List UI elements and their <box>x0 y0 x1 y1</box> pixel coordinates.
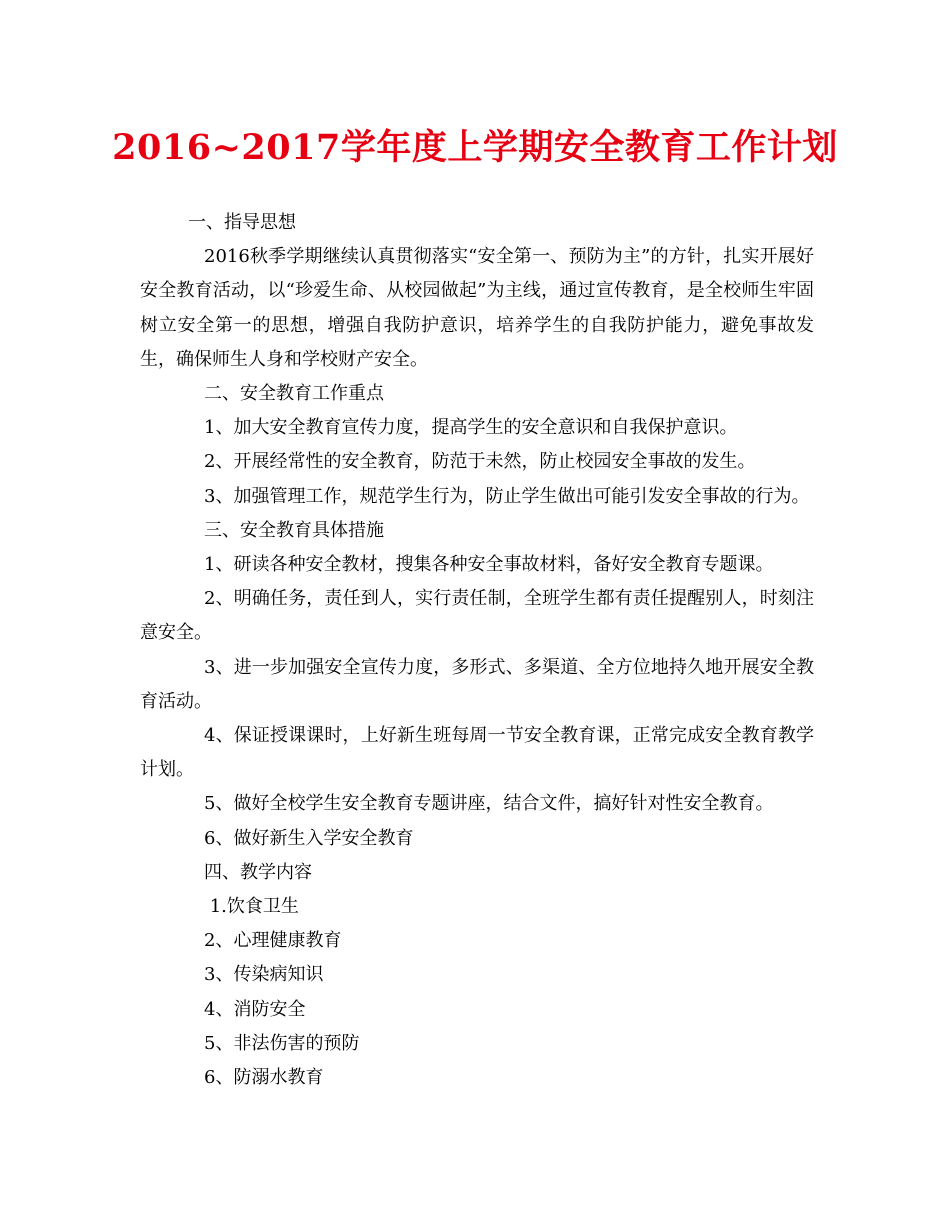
paragraph-guiding-thought: 2016秋季学期继续认真贯彻落实“安全第一、预防为主”的方针，扎实开展好安全教育活动，以“珍爱生命、从校园做起”为主线，通过宣传教育，是全校师生牢固树立安全第一的思想，增强自我防护意识，培养学生的自我防护能力，避免事故发生，确保师生人身和学校财产安全。 <box>140 246 814 370</box>
content-item: 5、非法伤害的预防 <box>204 1032 360 1054</box>
measure-item: 5、做好全校学生安全教育专题讲座，结合文件，搞好针对性安全教育。 <box>204 793 774 815</box>
content-item: 2、心理健康教育 <box>204 930 342 952</box>
section-heading-content: 四、教学内容 <box>204 861 312 883</box>
measure-item: 3、进一步加强安全宣传力度，多形式、多渠道、全方位地持久地开展安全教育活动。 <box>140 656 814 712</box>
section-heading-guiding-thought: 一、指导思想 <box>188 212 296 233</box>
content-item: 4、消防安全 <box>204 998 306 1020</box>
document-title: 2016~2017学年度上学期安全教育工作计划 <box>112 127 838 168</box>
measure-item: 1、研读各种安全教材，搜集各种安全事故材料，备好安全教育专题课。 <box>204 554 774 576</box>
key-point-item: 1、加大安全教育宣传力度，提高学生的安全意识和自我保护意识。 <box>204 417 738 439</box>
content-item: 3、传染病知识 <box>204 964 324 986</box>
measure-item: 2、明确任务，责任到人，实行责任制，全班学生都有责任提醒别人，时刻注意安全。 <box>140 588 814 644</box>
section-heading-measures: 三、安全教育具体措施 <box>204 519 384 541</box>
document-body <box>140 206 814 1095</box>
content-item: 6、防溺水教育 <box>204 1067 324 1089</box>
key-point-item: 3、加强管理工作，规范学生行为，防止学生做出可能引发安全事故的行为。 <box>204 485 810 507</box>
key-point-item: 2、开展经常性的安全教育，防范于未然，防止校园安全事故的发生。 <box>204 451 756 473</box>
measure-item: 4、保证授课课时，上好新生班每周一节安全教育课，正常完成安全教育教学计划。 <box>140 725 814 781</box>
measure-item: 6、做好新生入学安全教育 <box>204 827 414 849</box>
section-heading-key-points: 二、安全教育工作重点 <box>204 383 384 405</box>
content-item: 1.饮食卫生 <box>204 896 299 918</box>
